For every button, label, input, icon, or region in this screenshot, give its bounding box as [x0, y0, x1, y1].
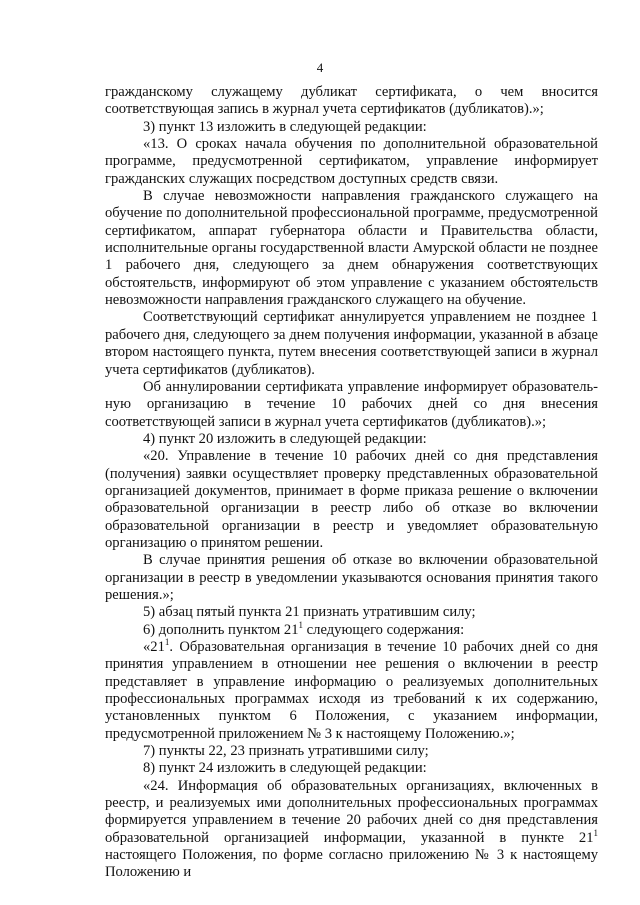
paragraph-clause-13: «13. О сроках начала обучения по дополнительной образовательной программе, предусмотренной сертификатом, управление информирует гражданских служащих посредством доступных средств связи. [105, 136, 598, 187]
paragraph-clause-13-inform: Об аннулировании сертификата управление информирует образователь-ную организацию в течение 10 рабочих дней со дня внесения соответствующей записи в журнал учета сертификатов (дубликатов).»; [105, 378, 598, 430]
clause-24-superscript: 1 [593, 827, 598, 838]
paragraph-item-8: 8) пункт 24 изложить в следующей редакции: [143, 760, 427, 777]
clause-21-1-text-after: . Образовательная организация в течение 10 рабочих дней со дня принятия управлением в отношении нее решения о включении в реестр представляет в управление информацию о реализуемых дополнительных профессиональных программах исходя из требований к их содержанию, установленных пунктом 6 Положения, с указанием информации, предусмотренной приложением № 3 к настоящему Положению.»; [105, 639, 598, 742]
clause-24-text-before: «24. Информация об образовательных организациях, включенных в реестр, и реализуемых ими дополнительных профессиональных программах формируется управлением в течение 20 рабочих дней со дня представления образовательной организацией информации, указанной в пункте 21 [105, 777, 598, 846]
paragraph-item-6 [105, 619, 598, 639]
paragraph-continuation: гражданскому служащему дубликат сертификата, о чем вносится соответствующая запись в журнал учета сертификатов (дубликатов).»; [105, 84, 598, 118]
item-6-text-after: следующего содержания: [303, 621, 465, 638]
paragraph-item-7: 7) пункты 22, 23 признать утратившими силу; [143, 743, 429, 760]
paragraph-clause-13-case: В случае невозможности направления гражданского служащего на обучение по дополнительной профессиональной программе, предусмотренной сертификатом, аппарат губернатора области и Правительства области, исполнительные органы государственной власти Амурской области не позднее 1 рабочего дня, следующего за днем обнаружения соответствующих обстоятельств, информируют об этом управление с указанием обстоятельств невозможности направления гражданского служащего на обучение. [105, 188, 598, 309]
paragraph-clause-13-annul: Соответствующий сертификат аннулируется управлением не позднее 1 рабочего дня, следующего за днем получения информации, указанной в абзаце втором настоящего пункта, путем внесения соответствующей записи в журнал учета сертификатов (дубликатов). [105, 309, 598, 378]
paragraph-clause-20: «20. Управление в течение 10 рабочих дней со дня представления (получения) заявки осуществляет проверку представленных образовательной организацией документов, принимает в форме приказа решение о включении образовательной организации в реестр либо об отказе во включении образовательной организации в реестр и уведомляет образовательную организацию о принятом решении. [105, 448, 598, 551]
item-6-superscript: 1 [298, 619, 304, 630]
paragraph-item-5: 5) абзац пятый пункта 21 признать утратившим силу; [143, 604, 476, 621]
paragraph-item-4: 4) пункт 20 изложить в следующей редакции: [143, 430, 427, 447]
clause-24-text-after: настоящего Положения, по форме согласно приложению № 3 к настоящему Положению и [105, 847, 598, 881]
paragraph-item-3: 3) пункт 13 изложить в следующей редакции: [143, 118, 427, 135]
paragraph-clause-20-refusal: В случае принятия решения об отказе во включении образовательной организации в реестр в уведомлении указываются основания принятия такого решения.»; [105, 552, 598, 603]
paragraph-clause-21-1 [105, 639, 598, 743]
page-number: 4 [316, 60, 324, 75]
clause-21-1-superscript: 1 [164, 637, 170, 648]
clause-21-1-text-before: «21 [143, 639, 165, 655]
document-body [105, 84, 598, 882]
item-6-text-before: 6) дополнить пунктом 21 [143, 621, 299, 638]
paragraph-clause-24 [105, 778, 598, 882]
